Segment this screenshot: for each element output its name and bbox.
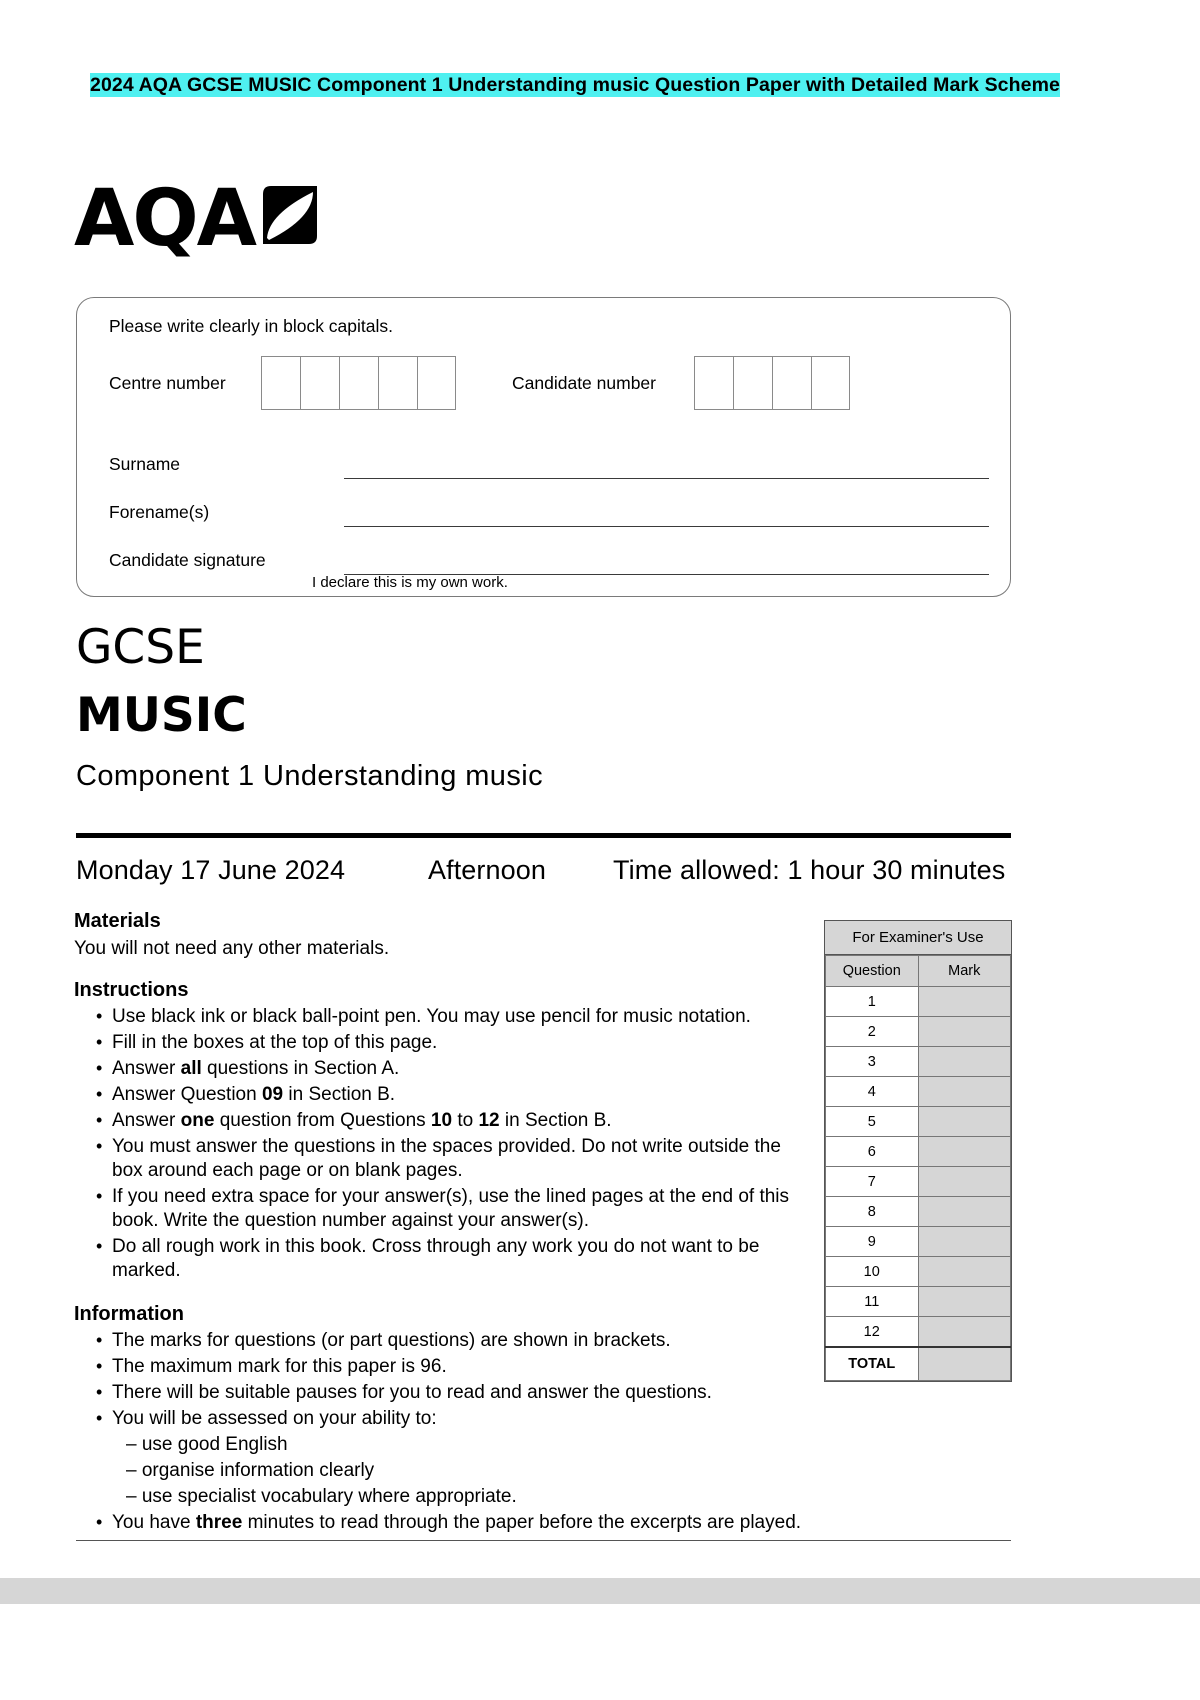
centre-number-cell[interactable]: [378, 356, 417, 410]
page-bottom-strip: [0, 1578, 1200, 1604]
document-title-banner: [68, 72, 1082, 98]
examiner-use-table: [824, 920, 1012, 1382]
exam-time-allowed: Time allowed: 1 hour 30 minutes: [613, 855, 1006, 885]
question-number: 4: [826, 1077, 919, 1107]
materials-heading: Materials: [74, 910, 161, 932]
table-row: [826, 1227, 1011, 1257]
table-row: [826, 1287, 1011, 1317]
list-item: • Do all rough work in this book. Cross through any work you do not want to be marked.: [96, 1235, 804, 1283]
question-number: 8: [826, 1197, 919, 1227]
mark-cell[interactable]: [918, 1047, 1011, 1077]
information-heading: Information: [74, 1303, 184, 1325]
table-header-row: [826, 956, 1011, 987]
centre-number-cell[interactable]: [300, 356, 339, 410]
aqa-logo-text: AQA: [74, 174, 256, 264]
mark-cell[interactable]: [918, 1287, 1011, 1317]
document-title-text: 2024 AQA GCSE MUSIC Component 1 Understanding music Question Paper with Detailed Mark Scheme: [90, 74, 1060, 96]
candidate-details-box: [76, 297, 1011, 597]
surname-row: [109, 448, 989, 496]
table-row: [826, 1077, 1011, 1107]
mark-cell[interactable]: [918, 1317, 1011, 1348]
examiner-table-title: For Examiner's Use: [825, 921, 1011, 955]
centre-number-cell[interactable]: [261, 356, 300, 410]
mark-cell[interactable]: [918, 1017, 1011, 1047]
question-number: 10: [826, 1257, 919, 1287]
aqa-leaf-mark-icon: [261, 184, 319, 251]
table-row: [826, 1107, 1011, 1137]
centre-number-cell[interactable]: [339, 356, 378, 410]
question-number: 7: [826, 1167, 919, 1197]
mark-cell[interactable]: [918, 1077, 1011, 1107]
centre-number-label: Centre number: [109, 372, 226, 393]
question-number: 11: [826, 1287, 919, 1317]
mark-cell[interactable]: [918, 1257, 1011, 1287]
mark-cell[interactable]: [918, 1167, 1011, 1197]
table-row: [826, 1137, 1011, 1167]
candidate-number-label: Candidate number: [512, 372, 656, 393]
list-sub-item: – use good English: [126, 1434, 288, 1455]
subject-title: MUSIC: [76, 688, 247, 743]
forenames-input[interactable]: [344, 526, 989, 527]
question-number: 2: [826, 1017, 919, 1047]
qualification-title: GCSE: [76, 620, 205, 675]
list-item: • If you need extra space for your answer(s), use the lined pages at the end of this book. Write the question number against your answer(s).: [96, 1185, 804, 1233]
component-title: Component 1 Understanding music: [76, 760, 543, 792]
centre-number-cell[interactable]: [417, 356, 456, 410]
list-item: • Use black ink or black ball-point pen. You may use pencil for music notation.: [96, 1005, 804, 1029]
list-item: • You will be assessed on your ability to:: [96, 1407, 804, 1431]
signature-row: [109, 544, 989, 592]
surname-input[interactable]: [344, 478, 989, 479]
list-item: • Answer all questions in Section A.: [96, 1057, 804, 1081]
list-sub-item: – organise information clearly: [126, 1460, 375, 1481]
forenames-row: [109, 496, 989, 544]
table-row: [826, 1197, 1011, 1227]
candidate-number-cell[interactable]: [811, 356, 850, 410]
name-fields: [109, 448, 989, 592]
candidate-number-cell[interactable]: [733, 356, 772, 410]
list-item: • The marks for questions (or part questions) are shown in brackets.: [96, 1329, 804, 1353]
list-sub-item: – use specialist vocabulary where appropriate.: [126, 1486, 517, 1507]
list-item: • You must answer the questions in the spaces provided. Do not write outside the box around each page or on blank pages.: [96, 1135, 804, 1183]
mark-cell[interactable]: [918, 1107, 1011, 1137]
table-row: [826, 1167, 1011, 1197]
forenames-label: Forename(s): [109, 502, 210, 522]
list-item: • Answer one question from Questions 10 to 12 in Section B.: [96, 1109, 804, 1133]
list-item: • Answer Question 09 in Section B.: [96, 1083, 804, 1107]
question-number: 9: [826, 1227, 919, 1257]
surname-label: Surname: [109, 454, 181, 474]
table-row: [826, 1047, 1011, 1077]
mark-cell[interactable]: [918, 987, 1011, 1017]
question-number: 1: [826, 987, 919, 1017]
question-number: 12: [826, 1317, 919, 1348]
question-number: 6: [826, 1137, 919, 1167]
declaration-text: I declare this is my own work.: [312, 574, 508, 591]
list-item: • There will be suitable pauses for you to read and answer the questions.: [96, 1381, 804, 1405]
total-label: TOTAL: [826, 1347, 919, 1381]
aqa-logo: [74, 174, 319, 264]
exam-date: Monday 17 June 2024: [76, 855, 346, 885]
column-header-question: Question: [826, 956, 919, 987]
table-row: [826, 1017, 1011, 1047]
cover-instructions-column: [74, 910, 804, 1537]
information-list: [74, 1329, 804, 1535]
total-mark-cell[interactable]: [918, 1347, 1011, 1381]
table-row: [826, 1257, 1011, 1287]
candidate-number-cell[interactable]: [694, 356, 733, 410]
list-item: • Fill in the boxes at the top of this page.: [96, 1031, 804, 1055]
instructions-list: [74, 1005, 804, 1283]
footer-divider: [76, 1540, 1011, 1541]
number-fields-row: [109, 356, 989, 410]
mark-cell[interactable]: [918, 1137, 1011, 1167]
question-number: 3: [826, 1047, 919, 1077]
block-capitals-note: Please write clearly in block capitals.: [109, 316, 394, 336]
instructions-heading: Instructions: [74, 979, 189, 1001]
list-item: • You have three minutes to read through the paper before the excerpts are played.: [96, 1511, 804, 1535]
mark-cell[interactable]: [918, 1227, 1011, 1257]
candidate-number-input[interactable]: [694, 356, 850, 410]
materials-text: You will not need any other materials.: [74, 938, 390, 959]
candidate-number-cell[interactable]: [772, 356, 811, 410]
table-row: [826, 987, 1011, 1017]
exam-session: Afternoon: [428, 855, 546, 885]
table-total-row: [826, 1347, 1011, 1381]
column-header-mark: Mark: [918, 956, 1011, 987]
exam-schedule-bar: [76, 855, 1016, 886]
table-row: [826, 1317, 1011, 1348]
mark-cell[interactable]: [918, 1197, 1011, 1227]
title-divider: [76, 833, 1011, 838]
question-number: 5: [826, 1107, 919, 1137]
candidate-signature-label: Candidate signature: [109, 550, 266, 570]
centre-number-input[interactable]: [261, 356, 456, 410]
list-item: • The maximum mark for this paper is 96.: [96, 1355, 804, 1379]
